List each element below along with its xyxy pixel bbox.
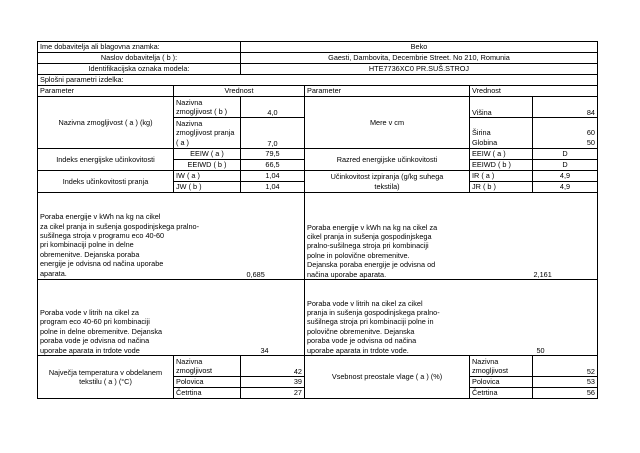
address-label: Naslov dobavitelja ( b ): [38, 53, 241, 64]
class-eeiwd-label: EEIWD ( b ) [470, 160, 533, 171]
jr-label: JR ( b ) [470, 182, 533, 193]
product-information-sheet [37, 41, 598, 399]
height-label: Višina [470, 97, 533, 118]
description-line: pranja in sušenja gospodinjskega pralno- [307, 308, 440, 318]
class-eeiw-label: EEIW ( a ) [470, 149, 533, 160]
iw-value: 1,04 [241, 171, 305, 182]
capacity-washing-value: 7,0 [241, 118, 305, 149]
description-line: pralno-sušilnega stroja pri kombinaciji [307, 241, 429, 251]
class-eeiwd-value: D [533, 160, 598, 171]
eeiw-label: EEIW ( a ) [174, 149, 241, 160]
ir-value: 4,9 [533, 171, 598, 182]
section-title: Splošni parametri izdelka: [38, 75, 598, 86]
description-line: poraba vode je odvisna od načina [40, 336, 150, 346]
description-line: cikel pranja in sušenja gospodinjskega [307, 232, 432, 242]
moisture-quarter-value: 56 [533, 388, 598, 399]
energy-wash-dry-value: 2,161 [533, 193, 598, 280]
temp-rated-label: Nazivna zmogljivost [174, 356, 241, 377]
moisture-label: Vsebnost preostale vlage ( a ) (%) [305, 356, 470, 399]
supplier-label: Ime dobavitelja ali blagovna znamka: [38, 42, 241, 53]
description-line: program eco 40-60 pri kombinaciji [40, 317, 150, 327]
temperature-label: Največja temperatura v obdelanem tekstilu ( a ) (°C) [38, 356, 174, 399]
class-eeiw-value: D [533, 149, 598, 160]
jr-value: 4,9 [533, 182, 598, 193]
description-line: polovične obremenitve. Dejanska [307, 326, 415, 336]
capacity-rated-label: Nazivna zmogljivost ( b ) [174, 97, 241, 118]
capacity-washing-label: Nazivna zmogljivost pranja ( a ) [174, 118, 241, 149]
moisture-half-label: Polovica [470, 377, 533, 388]
ir-label: IR ( a ) [470, 171, 533, 182]
temp-half-label: Polovica [174, 377, 241, 388]
width-depth-labels [470, 118, 533, 149]
dimensions-label: Mere v cm [305, 97, 470, 149]
iw-label: IW ( a ) [174, 171, 241, 182]
moisture-rated-value: 52 [533, 356, 598, 377]
wash-index-label: Indeks učinkovitosti pranja [38, 171, 174, 193]
width-value: 60 [586, 128, 595, 138]
depth-value: 50 [586, 137, 595, 147]
column-header-parameter-right: Parameter [305, 86, 470, 97]
description-line: poraba vode je odvisna od načina [307, 336, 417, 346]
description-line: energije je odvisna od načina uporabe [40, 259, 164, 269]
width-label: Širina [472, 128, 491, 138]
description-line: Dejanska poraba energije je odvisna od [307, 260, 436, 270]
temp-half-value: 39 [241, 377, 305, 388]
height-value: 84 [533, 97, 598, 118]
eeiw-value: 79,5 [241, 149, 305, 160]
jw-value: 1,04 [241, 182, 305, 193]
capacity-label: Nazivna zmogljivost ( a ) (kg) [38, 97, 174, 149]
description-line: Poraba vode v litrih na cikel za cikel [307, 298, 423, 308]
description-line: polne in delne obremenitve. Dejanska [40, 326, 163, 336]
energy-index-label: Indeks energijske učinkovitosti [38, 149, 174, 171]
water-eco-value: 34 [241, 280, 305, 356]
temp-rated-value: 42 [241, 356, 305, 377]
energy-eco-value: 0,685 [241, 193, 305, 280]
energy-wash-dry-description [305, 193, 533, 280]
moisture-rated-label: Nazivna zmogljivost [470, 356, 533, 377]
description-line: polne in polovične obremenitve. [307, 250, 410, 260]
water-wash-dry-value: 50 [533, 280, 598, 356]
depth-label: Globina [472, 137, 498, 147]
column-header-value-left: Vrednost [174, 86, 305, 97]
description-line: obremenitve. Dejanska poraba [40, 249, 140, 259]
description-line: sušilnega stroja v programu eco 40-60 [40, 231, 165, 241]
model-value: HTE7736XC0 PR.SUŠ.STROJ [241, 64, 598, 75]
description-line: načina uporabe aparata. [307, 269, 387, 279]
description-line: sušilnega stroja pri kombinaciji polne in [307, 317, 434, 327]
description-line: uporabe aparata in trdote vode [40, 345, 140, 355]
moisture-quarter-label: Četrtina [470, 388, 533, 399]
moisture-half-value: 53 [533, 377, 598, 388]
description-line: Poraba energije v kWh na kg na cikel za [307, 222, 438, 232]
rinse-label: Učinkovitost izpiranja (g/kg suhega tekstila) [305, 171, 470, 193]
column-header-value-right: Vrednost [470, 86, 598, 97]
capacity-rated-value: 4,0 [241, 97, 305, 118]
address-value: Gaesti, Dambovita, Decembrie Street. No 210, Romunia [241, 53, 598, 64]
jw-label: JW ( b ) [174, 182, 241, 193]
description-line: uporabe aparata in trdote vode. [307, 345, 409, 355]
energy-class-label: Razred energijske učinkovitosti [305, 149, 470, 171]
model-label: Identifikacijska oznaka modela: [38, 64, 241, 75]
description-line: Poraba vode v litrih na cikel za [40, 308, 139, 318]
temp-quarter-label: Četrtina [174, 388, 241, 399]
supplier-value: Beko [241, 42, 598, 53]
eeiwd-label: EEIWD ( b ) [174, 160, 241, 171]
description-line: Poraba energije v kWh na kg na cikel [40, 212, 161, 222]
width-depth-values [533, 118, 598, 149]
water-eco-description [38, 280, 241, 356]
water-wash-dry-description [305, 280, 533, 356]
eeiwd-value: 66,5 [241, 160, 305, 171]
column-header-parameter-left: Parameter [38, 86, 174, 97]
description-line: aparata. [40, 268, 67, 278]
description-line: za cikel pranja in sušenja gospodinjskega pralno- [40, 221, 200, 231]
description-line: pri kombinaciji polne in delne [40, 240, 134, 250]
temp-quarter-value: 27 [241, 388, 305, 399]
energy-eco-description [38, 193, 241, 280]
